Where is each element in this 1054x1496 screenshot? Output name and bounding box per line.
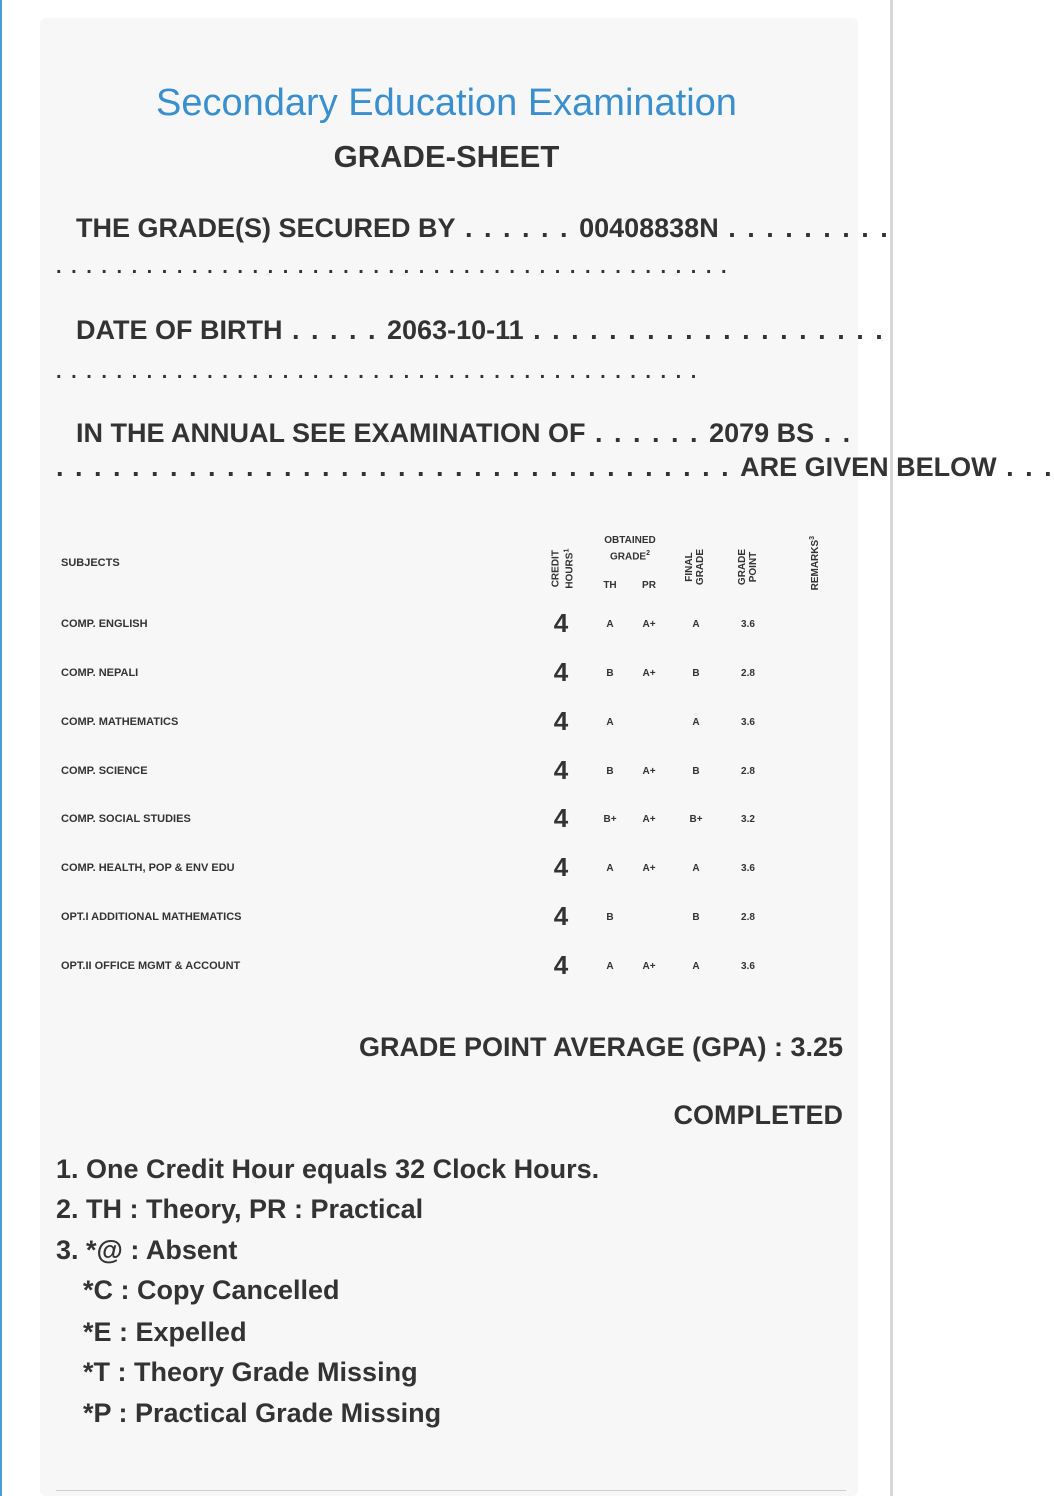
row-gp: 2.8	[741, 668, 755, 679]
header-credit-hours: CREDIT HOURS$^1$	[550, 548, 576, 589]
row-pr: A+	[642, 668, 656, 679]
scrollbar-track[interactable]	[890, 0, 893, 1496]
row-credit: 4	[553, 608, 569, 638]
row-final: B	[692, 912, 700, 923]
given-below-line	[56, 450, 1054, 484]
row-credit: 4	[553, 755, 569, 785]
row-pr: A+	[642, 814, 656, 825]
dob-line	[76, 313, 885, 347]
row-gp: 3.6	[741, 961, 755, 972]
header-final-grade: FINAL GRADE	[684, 548, 706, 586]
row-final: B	[692, 668, 700, 679]
secured-by-label: THE GRADE(S) SECURED BY	[76, 213, 456, 243]
row-pr: A+	[642, 961, 656, 972]
bottom-divider	[56, 1490, 846, 1491]
dot-leader: . . . . . . . . . . . . . . . . . . .	[523, 315, 885, 345]
dot-leader-line: . . . . . . . . . . . . . . . . . . . . . . . . . . . . . . . . . . . . . . . . . . . . .	[56, 256, 729, 278]
row-subject: COMP. MATHEMATICS	[61, 716, 179, 728]
footnote-expelled: *E : Expelled	[83, 1317, 247, 1347]
footnote-practical-missing: *P : Practical Grade Missing	[83, 1398, 442, 1428]
status-text: COMPLETED	[673, 1100, 843, 1130]
header-grade-point: GRADE POINT	[737, 548, 759, 586]
row-th: A	[606, 619, 614, 630]
footnote-th-pr: 2. TH : Theory, PR : Practical	[56, 1194, 424, 1224]
row-subject: COMP. SCIENCE	[61, 765, 148, 777]
given-below-text: ARE GIVEN BELOW	[740, 452, 997, 482]
row-subject: OPT.I ADDITIONAL MATHEMATICS	[61, 911, 242, 923]
exam-line	[76, 416, 852, 450]
row-th: A	[606, 717, 614, 728]
row-gp: 3.2	[741, 814, 755, 825]
footnote-credit-hour: 1. One Credit Hour equals 32 Clock Hours.	[56, 1154, 600, 1184]
row-credit: 4	[553, 706, 569, 736]
dot-leader: . . .	[996, 452, 1054, 482]
row-subject: COMP. ENGLISH	[61, 618, 148, 630]
row-final: B	[692, 766, 700, 777]
page-subtitle: GRADE-SHEET	[333, 139, 560, 174]
row-pr: A+	[642, 863, 656, 874]
secured-by-line	[76, 211, 890, 245]
row-pr: A+	[642, 619, 656, 630]
exam-year: 2079 BS	[709, 418, 815, 448]
row-subject: COMP. SOCIAL STUDIES	[61, 813, 191, 825]
row-credit: 4	[553, 657, 569, 687]
row-th: A	[606, 863, 614, 874]
header-obtained: OBTAINED	[604, 535, 656, 546]
header-th: TH	[603, 580, 617, 591]
header-obtained-grade: GRADE$^2$	[609, 550, 651, 563]
row-th: B+	[603, 814, 617, 825]
row-credit: 4	[553, 901, 569, 931]
row-final: A	[692, 619, 700, 630]
dot-leader: . .	[814, 418, 853, 448]
row-gp: 3.6	[741, 717, 755, 728]
dot-leader: . . . . . . . . . . . . . . . . . . . . . . . . . . . . . . . . . . . .	[56, 452, 741, 482]
row-final: B+	[689, 814, 703, 825]
row-pr: A+	[642, 766, 656, 777]
row-th: B	[606, 912, 614, 923]
dot-leader: . . . . . .	[585, 418, 710, 448]
row-subject: COMP. HEALTH, POP & ENV EDU	[61, 862, 235, 874]
row-final: A	[692, 863, 700, 874]
row-th: B	[606, 766, 614, 777]
row-gp: 3.6	[741, 863, 755, 874]
row-gp: 3.6	[741, 619, 755, 630]
row-final: A	[692, 717, 700, 728]
dot-leader-line: . . . . . . . . . . . . . . . . . . . . . . . . . . . . . . . . . . . . . . . . . . .	[56, 361, 699, 383]
row-credit: 4	[553, 852, 569, 882]
header-subjects: SUBJECTS	[61, 557, 120, 569]
dob-value: 2063-10-11	[387, 315, 524, 345]
dot-leader: . . . . . .	[455, 213, 580, 243]
gpa-summary: GRADE POINT AVERAGE (GPA) : 3.25	[358, 1032, 843, 1062]
dot-leader: . . . . . . . . .	[718, 213, 890, 243]
header-pr: PR	[642, 580, 656, 591]
row-credit: 4	[553, 950, 569, 980]
footnote-absent: 3. *@ : Absent	[56, 1235, 238, 1265]
page-title: Secondary Education Examination	[156, 82, 737, 124]
row-final: A	[692, 961, 700, 972]
row-subject: COMP. NEPALI	[61, 667, 139, 679]
row-gp: 2.8	[741, 912, 755, 923]
dob-label: DATE OF BIRTH	[76, 315, 283, 345]
row-th: B	[606, 668, 614, 679]
row-subject: OPT.II OFFICE MGMT & ACCOUNT	[61, 960, 241, 972]
footnote-copy-cancelled: *C : Copy Cancelled	[83, 1275, 340, 1305]
row-th: A	[606, 961, 614, 972]
exam-label: IN THE ANNUAL SEE EXAMINATION OF	[76, 418, 586, 448]
row-credit: 4	[553, 803, 569, 833]
row-gp: 2.8	[741, 766, 755, 777]
left-edge-bar	[0, 0, 2, 1496]
header-remarks: REMARKS$^3$	[808, 535, 822, 591]
footnote-theory-missing: *T : Theory Grade Missing	[83, 1357, 418, 1387]
dot-leader: . . . . .	[282, 315, 388, 345]
symbol-number: 00408838N	[579, 213, 719, 243]
